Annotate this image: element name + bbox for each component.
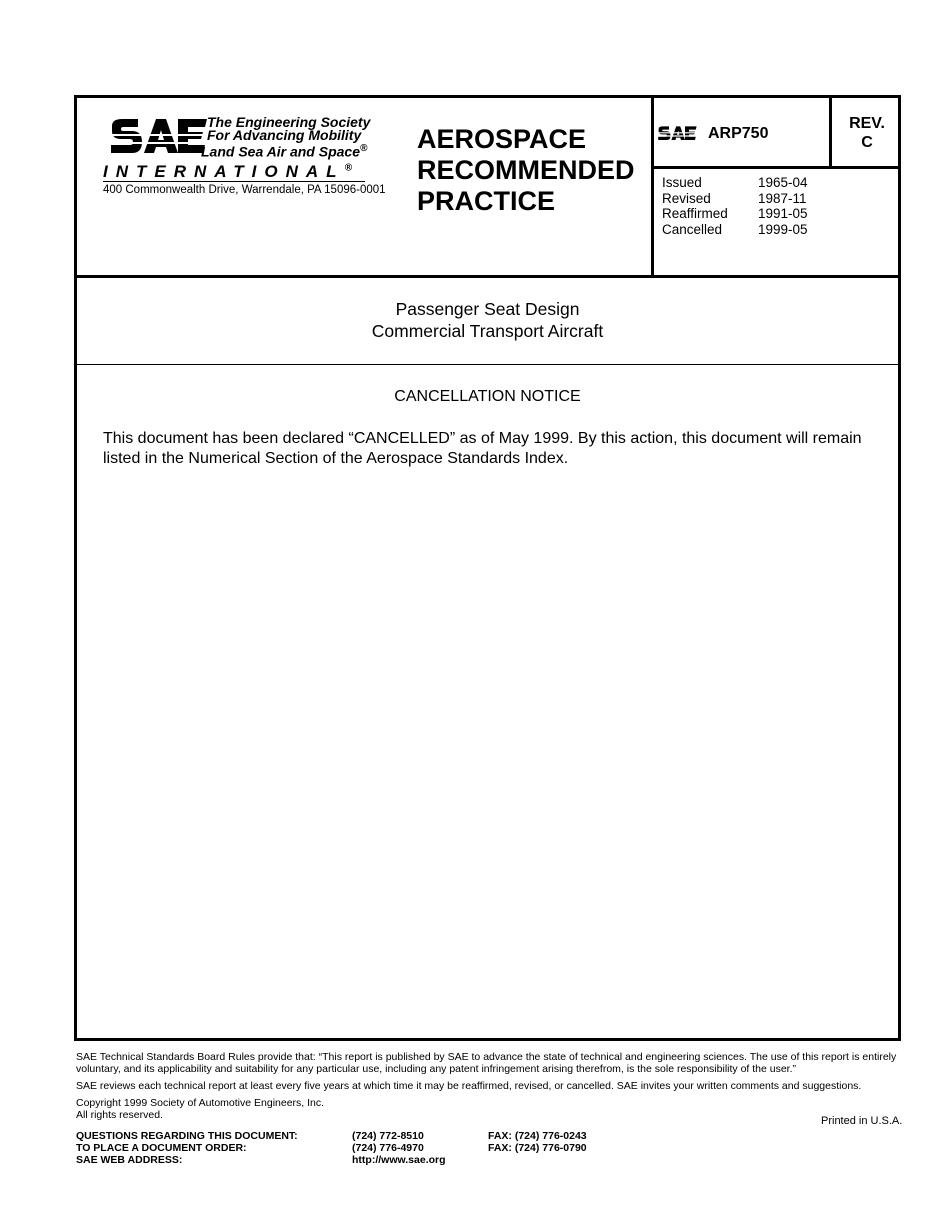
document-number: ARP750	[708, 125, 769, 142]
footer	[76, 1051, 902, 1121]
footer-rights: All rights reserved.	[76, 1109, 163, 1121]
sae-mini-logo	[657, 126, 697, 142]
revision: REV. C	[849, 115, 885, 151]
title-bottom-rule	[77, 364, 898, 365]
date-row: Reaffirmed 1991-05	[662, 206, 808, 221]
web-address-link[interactable]: http://www.sae.org	[352, 1154, 446, 1166]
tagline: The Engineering Society For Advancing Mobility Land Sea Air and Space®	[201, 114, 371, 160]
notice-body: This document has been declared “CANCELLED” as of May 1999. By this action, this document will remain listed in the Numerical Section of the Aerospace Standards Index.	[103, 430, 862, 467]
sae-address: 400 Commonwealth Drive, Warrendale, PA 15096-0001	[103, 184, 386, 196]
document-type: AEROSPACE RECOMMENDED PRACTICE	[417, 124, 635, 216]
wordmark-rule	[103, 181, 365, 182]
document-dates	[662, 175, 808, 237]
header-divider-docnum	[651, 166, 898, 169]
contact-row: QUESTIONS REGARDING THIS DOCUMENT: (724) 772-8510 FAX: (724) 776-0243	[76, 1130, 587, 1142]
contact-row: SAE WEB ADDRESS: http://www.sae.org	[76, 1154, 587, 1166]
date-row: Issued 1965-04	[662, 175, 808, 190]
header-divider-left	[651, 98, 654, 275]
notice-heading: CANCELLATION NOTICE	[394, 388, 581, 405]
international-wordmark: INTERNATIONAL®	[103, 162, 352, 181]
sae-logo-mark	[108, 118, 208, 160]
contact-table	[76, 1130, 587, 1166]
contact-row: TO PLACE A DOCUMENT ORDER: (724) 776-4970 FAX: (724) 776-0790	[76, 1142, 587, 1154]
header-bottom-rule	[77, 275, 898, 278]
footer-review: SAE reviews each technical report at least every five years at which time it may be reaffirmed, revised, or cancelled. SAE invites your written comments and suggestions.	[76, 1080, 862, 1092]
document-frame	[74, 95, 901, 1041]
document-title: Passenger Seat Design Commercial Transport Aircraft	[371, 299, 604, 341]
date-row: Revised 1987-11	[662, 190, 807, 206]
footer-rules: SAE Technical Standards Board Rules provide that: “This report is published by SAE to advance the state of technical and engineering sciences. The use of this report is entirely voluntary, and its applicability and suitability for any particular use, including any patent infringement arising therefrom, is the sole responsibility of the user.”	[76, 1051, 897, 1075]
printed-in: Printed in U.S.A.	[821, 1115, 903, 1127]
footer-copyright: Copyright 1999 Society of Automotive Engineers, Inc.	[76, 1097, 325, 1109]
header-divider-rev	[829, 98, 832, 166]
date-row: Cancelled 1999-05	[662, 221, 808, 237]
